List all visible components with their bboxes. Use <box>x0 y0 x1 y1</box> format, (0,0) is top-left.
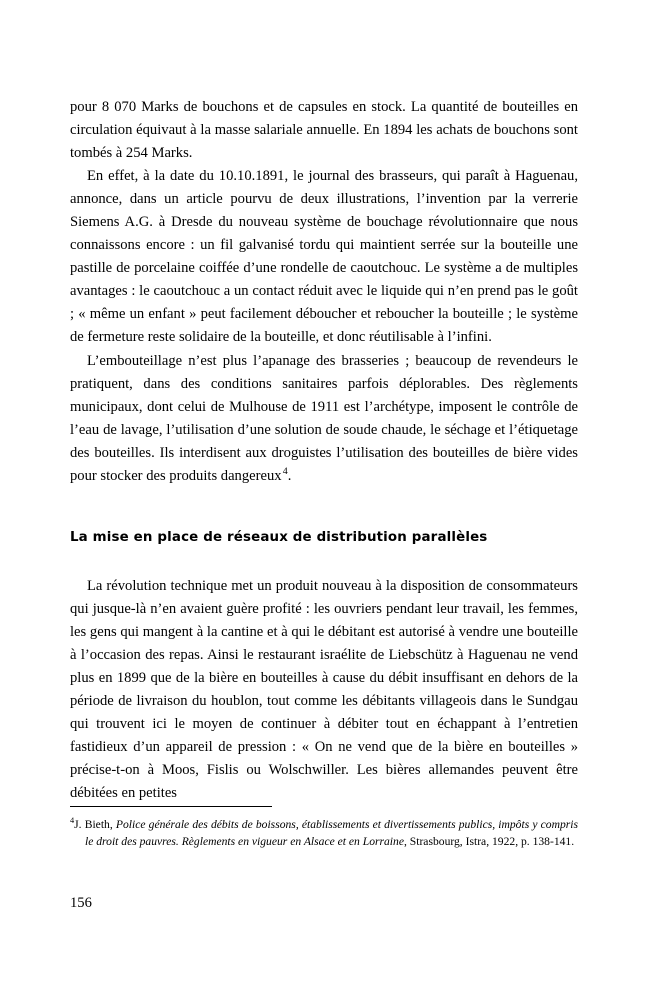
paragraph-siemens-invention: En effet, à la date du 10.10.1891, le journal des brasseurs, qui paraît à Haguenau, annonce, dans un article pourvu de deux illustrations, l’invention par la verrerie Siemens A.G. à Dresde du nouveau système de bouchage révolutionnaire que nous connaissons encore : un fil galvanisé tordu qui maintient serrée sur la bouteille une pastille de porcelaine coiffée d’une rondelle de caoutchouc. Le système a de multiples avantages : le caoutchouc a un contact réduit avec le liquide qui n’en prend pas le goût ; « même un enfant » peut facilement déboucher et reboucher la bouteille ; le système de fermeture reste solidaire de la bouteille, et donc réutilisable à l’infini. <box>70 168 578 346</box>
paragraph-embouteillage-text-tail: . <box>287 467 292 484</box>
page-number: 156 <box>70 895 92 911</box>
page-text-block <box>70 96 578 805</box>
paragraph-embouteillage-reglements <box>70 350 578 488</box>
paragraph-embouteillage-text-main: L’embouteillage n’est plus l’apanage des brasseries ; beaucoup de revendeurs le pratiquent, dans des conditions sanitaires parfois déplorables. Des règlements municipaux, dont celui de Mulhouse de 1911 est l’archétype, imposent le contrôle de l’eau de lavage, l’utilisation d’une solution de soude chaude, le séchage et l’étiquetage des bouteilles. Ils interdisent aux droguistes l’utilisation des bouteilles de bière vides pour stocker des produits dangereux <box>70 352 578 484</box>
spacer-after-heading <box>70 548 578 575</box>
spacer-before-heading <box>70 488 578 528</box>
footnote-title: Police générale des débits de boissons, établissements et divertissements publics, impôts y compris le droit des pauvres. Règlements en vigueur en Alsace et en Lorraine <box>85 818 578 849</box>
footnote-area <box>70 806 578 851</box>
paragraph-corks-stock: pour 8 070 Marks de bouchons et de capsules en stock. La quantité de bouteilles en circulation équivaut à la masse salariale annuelle. En 1894 les achats de bouchons sont tombés à 254 Marks. <box>70 99 578 162</box>
section-heading: La mise en place de réseaux de distribution parallèles <box>70 529 488 545</box>
footnote-publication-info: , Strasbourg, Istra, 1922, p. 138-141. <box>403 835 575 849</box>
footnote-author: J. Bieth, <box>74 818 116 831</box>
footnote-reference-marker[interactable]: 4 <box>282 465 288 477</box>
footnote-separator-rule <box>70 806 272 807</box>
footnote-entry <box>70 816 578 851</box>
footnote-number: 4 <box>70 816 75 826</box>
paragraph-revolution-technique: La révolution technique met un produit nouveau à la disposition de consommateurs qui jusque-là n’en avaient guère profité : les ouvriers pendant leur travail, les femmes, les gens qui mangent à la cantine et à qui le débitant est autorisé à vendre une bouteille à l’occasion des repas. Ainsi le restaurant israélite de Liebschütz à Haguenau ne vend plus en 1899 que de la bière en bouteilles à cause du débit insuffisant en dehors de la période de livraison du houblon, tout comme les débitants villageois dans le Sundgau qui trouvent ici le moyen de continuer à débiter tout en échappant à l’entretien fastidieux d’un appareil de pression : « On ne vend que de la bière en bouteilles » précise-t-on à Moos, Fislis ou Wolschwiller. Les bières allemandes peuvent être débitées en petites <box>70 577 578 802</box>
